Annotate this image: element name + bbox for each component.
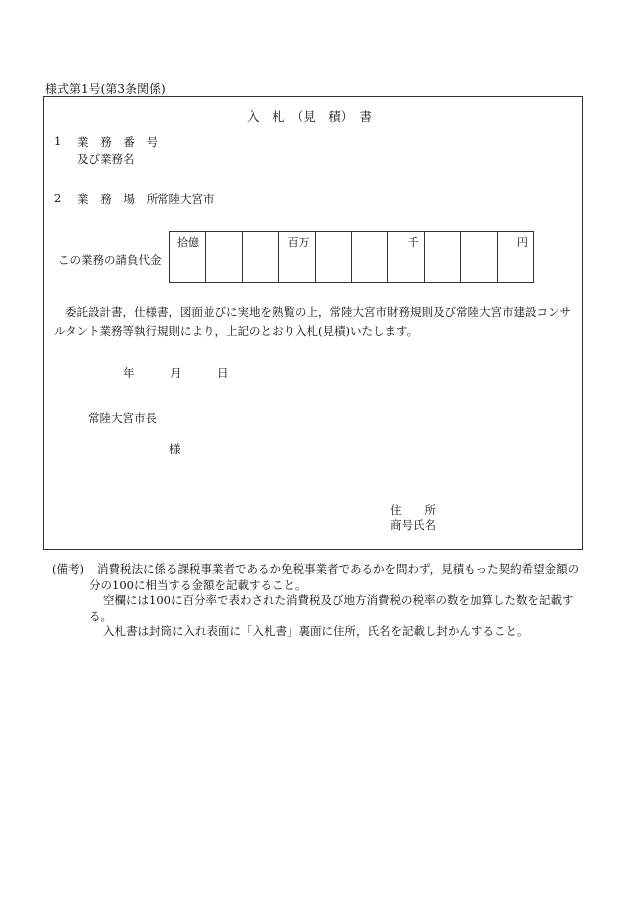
price-cell-thousand[interactable]: 千: [388, 232, 424, 283]
price-grid: [169, 231, 534, 283]
address-label: 住 所: [390, 503, 436, 517]
name-label: 商号氏名: [390, 518, 436, 532]
date-year: 年: [123, 366, 135, 380]
price-cell-billion[interactable]: 拾億: [170, 232, 206, 283]
item2-value: 常陸大宮市: [157, 192, 215, 206]
price-cell[interactable]: [461, 232, 497, 283]
price-cell-yen[interactable]: 円: [497, 232, 533, 283]
price-cell[interactable]: [424, 232, 460, 283]
price-cell[interactable]: [351, 232, 387, 283]
note-line2: 空欄には100に百分率で表わされた消費税及び地方消費税の税率の数を加算した数を記載する。: [89, 593, 574, 623]
document-title: 入 札 （見 積） 書: [247, 109, 373, 124]
item2-number: 2: [54, 191, 62, 205]
item2-label: 業 務 場 所: [77, 192, 163, 206]
addressee: 常陸大宮市長: [88, 411, 157, 425]
item1-label-line1: 業 務 番 号: [77, 135, 163, 149]
price-label: この業務の請負代金: [58, 253, 162, 267]
notes-heading: (備考): [52, 562, 84, 576]
note-line1: 消費税法に係る課税事業者であるか免税事業者であるかを問わず，見積もった契約希望金額の 分の100に相当する金額を記載すること。: [89, 562, 614, 592]
date-month: 月: [170, 366, 182, 380]
price-cell-million[interactable]: 百万: [279, 232, 315, 283]
date-day: 日: [217, 366, 229, 380]
form-label: 様式第1号(第3条関係): [45, 82, 166, 96]
price-cell[interactable]: [315, 232, 351, 283]
price-cell[interactable]: [242, 232, 278, 283]
note-line3: 入札書は封筒に入れ表面に「入札書」裏面に住所，氏名を記載し封かんすること。: [103, 624, 529, 638]
item1-label-line2: 及び業務名: [77, 152, 135, 166]
honorific: 様: [169, 442, 181, 456]
price-cell[interactable]: [206, 232, 242, 283]
item1-number: 1: [54, 134, 62, 148]
declaration-text: 委託設計書，仕様書，図面並びに実地を熟覧の上，常陸大宮市財務規則及び常陸大宮市建設コンサルタント業務等執行規則により，上記のとおり入札(見積)いたします。: [54, 305, 571, 338]
